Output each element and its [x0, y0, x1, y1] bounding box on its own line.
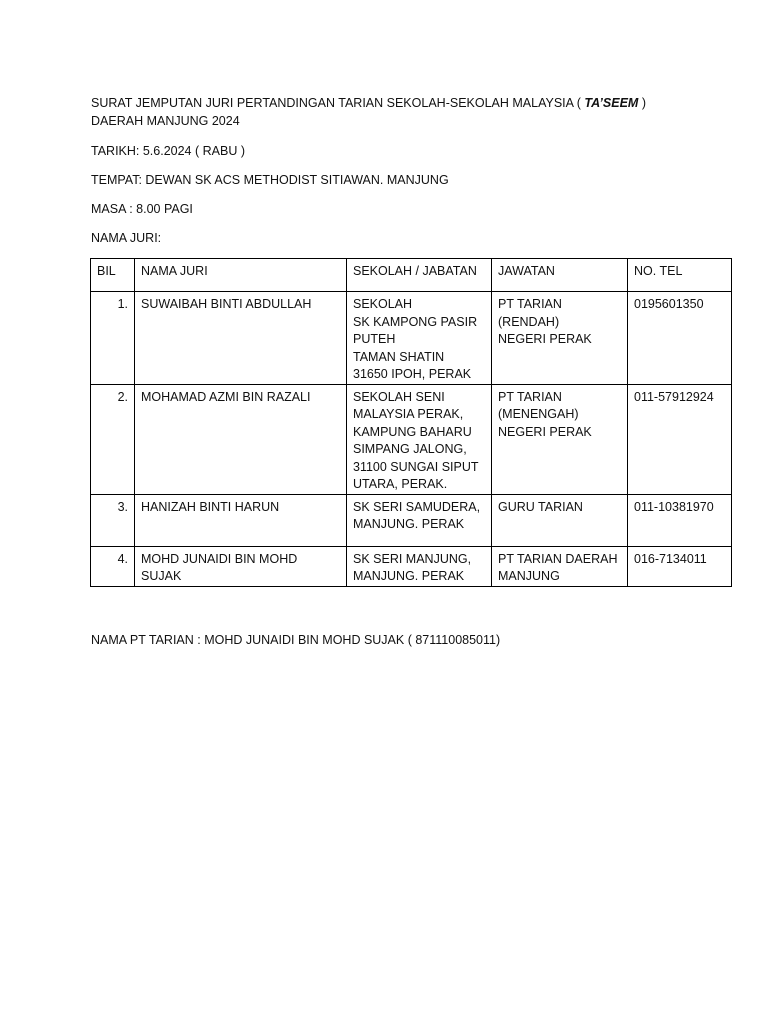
letter-title — [91, 94, 691, 130]
row-tel: 011-10381970 — [628, 494, 732, 546]
row-name: MOHAMAD AZMI BIN RAZALI — [135, 384, 347, 494]
event-time: MASA : 8.00 PAGI — [91, 202, 193, 216]
row-name: SUWAIBAH BINTI ABDULLAH — [135, 292, 347, 385]
position-line: PT TARIAN (RENDAH) — [498, 297, 562, 329]
row-position — [492, 384, 628, 494]
event-date: TARIKH: 5.6.2024 ( RABU ) — [91, 144, 245, 158]
position-line: PT TARIAN (MENENGAH) — [498, 389, 579, 421]
table-row — [91, 546, 732, 586]
row-position — [492, 292, 628, 385]
header-bil: BIL — [91, 259, 135, 292]
position-line: NEGERI PERAK — [498, 332, 592, 346]
row-position: PT TARIAN DAERAH MANJUNG — [492, 546, 628, 586]
title-emphasis: TA’SEEM — [584, 96, 639, 110]
event-venue: TEMPAT: DEWAN SK ACS METHODIST SITIAWAN. MANJUNG — [91, 173, 449, 187]
row-bil: 4. — [91, 546, 135, 586]
table-header-row — [91, 259, 732, 292]
row-name: MOHD JUNAIDI BIN MOHD SUJAK — [135, 546, 347, 586]
header-nama-juri: NAMA JURI — [135, 259, 347, 292]
row-bil: 2. — [91, 384, 135, 494]
school-line: TAMAN SHATIN — [353, 349, 445, 364]
row-bil: 3. — [91, 494, 135, 546]
table-row — [91, 292, 732, 385]
header-jawatan: JAWATAN — [492, 259, 628, 292]
title-text-end: ) DAERAH MANJUNG 2024 — [91, 96, 646, 128]
table-row — [91, 494, 732, 546]
row-name: HANIZAH BINTI HARUN — [135, 494, 347, 546]
header-sekolah: SEKOLAH / JABATAN — [347, 259, 492, 292]
row-school — [347, 292, 492, 385]
school-line: SEKOLAH — [353, 297, 413, 311]
row-school: SK SERI SAMUDERA, MANJUNG. PERAK — [347, 494, 492, 546]
judges-table — [90, 258, 732, 587]
row-position: GURU TARIAN — [492, 494, 628, 546]
choreographer-footer: NAMA PT TARIAN : MOHD JUNAIDI BIN MOHD SUJAK ( 871110085011) — [91, 633, 501, 647]
row-tel: 0195601350 — [628, 292, 732, 385]
header-no-tel: NO. TEL — [628, 259, 732, 292]
title-text-start: SURAT JEMPUTAN JURI PERTANDINGAN TARIAN SEKOLAH-SEKOLAH MALAYSIA ( — [91, 96, 585, 110]
position-line: NEGERI PERAK — [498, 424, 592, 439]
row-school: SK SERI MANJUNG, MANJUNG. PERAK — [347, 546, 492, 586]
judges-label: NAMA JURI: — [91, 231, 162, 245]
school-line: SK KAMPONG PASIR PUTEH — [353, 314, 478, 346]
table-row — [91, 384, 732, 494]
row-bil: 1. — [91, 292, 135, 385]
row-tel: 011-57912924 — [628, 384, 732, 494]
school-line: 31650 IPOH, PERAK — [353, 367, 472, 381]
row-tel: 016-7134011 — [628, 546, 732, 586]
row-school: SEKOLAH SENI MALAYSIA PERAK, KAMPUNG BAHARU SIMPANG JALONG, 31100 SUNGAI SIPUT UTARA, PERAK. — [347, 384, 492, 494]
